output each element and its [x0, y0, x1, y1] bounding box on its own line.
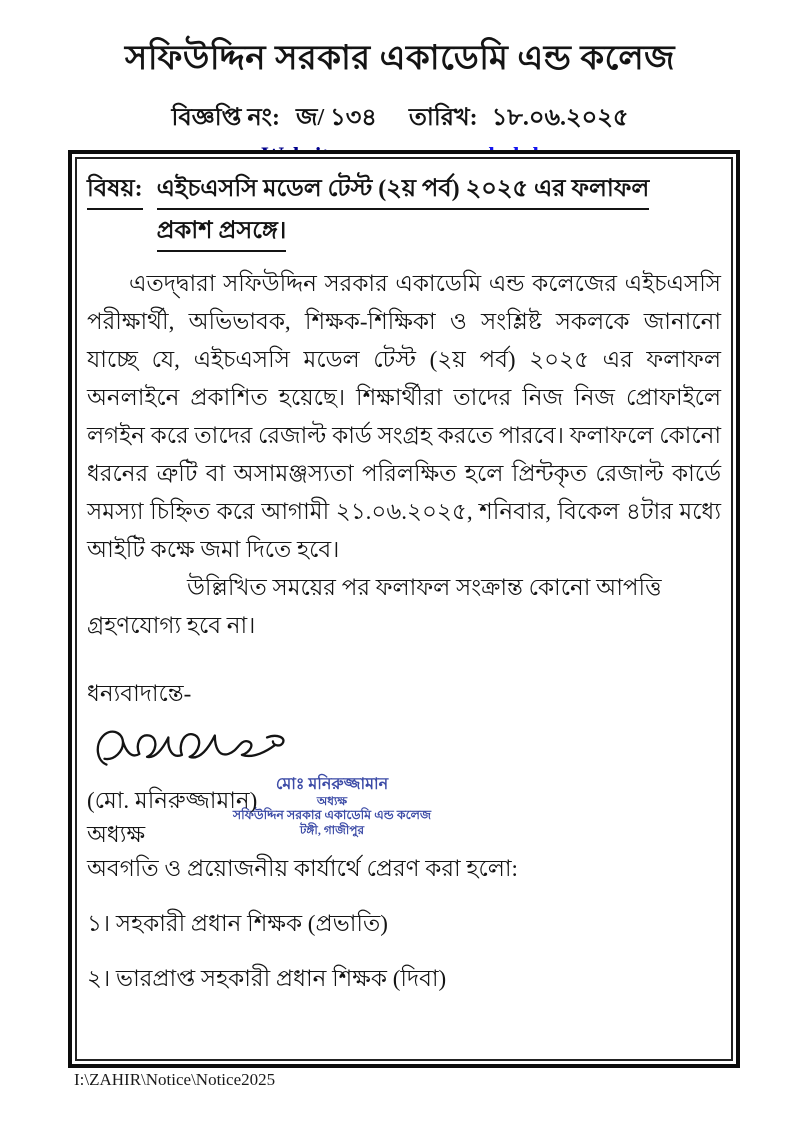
notice-date-value: ১৮.০৬.২০২৫: [491, 105, 629, 131]
distribution-heading: অবগতি ও প্রয়োজনীয় কার্যার্থে প্রেরণ করা হলো:: [87, 856, 518, 881]
signatory-name: (মো. মনিরুজ্জামান): [87, 788, 258, 813]
stamp-institution: সফিউদ্দিন সরকার একাডেমি এন্ড কলেজ: [232, 808, 432, 822]
page-title: সফিউদ্দিন সরকার একাডেমি এন্ড কলেজ: [124, 40, 676, 77]
distribution-item-1: ১। সহকারী প্রধান শিক্ষক (প্রভাতি): [87, 911, 388, 936]
subject-text-line2: প্রকাশ প্রসঙ্গে।: [157, 213, 287, 252]
body-paragraph-1: এতদ্দ্বারা সফিউদ্দিন সরকার একাডেমি এন্ড কলেজের এইচএসসি পরীক্ষার্থী, অভিভাবক, শিক্ষক-শিক্ষিকা ও সংশ্লিষ্ট সকলকে জানানো যাচ্ছে যে, এইচএসসি মডেল টেস্ট (২য় পর্ব) ২০২৫ এর ফলাফল অনলাইনে প্রকাশিত হয়েছে। শিক্ষার্থীরা তাদের নিজ নিজ প্রোফাইলে লগইন করে তাদের রেজাল্ট কার্ড সংগ্রহ করতে পারবে। ফলাফলে কোনো ধরনের ত্রুটি বা অসামঞ্জস্যতা পরিলক্ষিত হলে প্রিন্টকৃত রেজাল্ট কার্ডে সমস্যা চিহ্নিত করে আগামী ২১.০৬.২০২৫, শনিবার, বিকেল ৪টার মধ্যে আইটি কক্ষে জমা দিতে হবে।: [87, 271, 721, 562]
letterhead: [0, 0, 800, 169]
file-path: I:\ZAHIR\Notice\Notice2025: [74, 1070, 276, 1089]
subject-label: বিষয়:: [87, 171, 143, 210]
signature-block: [87, 720, 721, 848]
stamp-location: টঙ্গী, গাজীপুর: [299, 823, 365, 837]
notice-frame: [68, 150, 740, 1068]
body-paragraph-2: উল্লিখিত সময়ের পর ফলাফল সংক্রান্ত কোনো আপত্তি গ্রহণযোগ্য হবে না।: [87, 575, 662, 638]
handwritten-signature-icon: [87, 722, 302, 782]
notice-frame-inner: [75, 157, 733, 1061]
closing-salutation: ধন্যবাদান্তে-: [87, 681, 192, 706]
signatory-title: অধ্যক্ষ: [87, 822, 146, 847]
notice-meta-line: [0, 99, 800, 139]
notice-date-label: তারিখ:: [408, 105, 478, 131]
notice-number-value: জ/ ১৩৪: [295, 105, 377, 131]
stamp-designation: অধ্যক্ষ: [316, 794, 348, 808]
notice-number-label: বিজ্ঞপ্তি নং:: [171, 105, 280, 131]
stamp-name: মোঃ মনিরুজ্জামান: [275, 776, 389, 793]
subject-line: [87, 171, 721, 255]
distribution-item-2: ২। ভারপ্রাপ্ত সহকারী প্রধান শিক্ষক (দিবা): [87, 966, 447, 991]
subject-text: [157, 171, 650, 255]
subject-text-line1: এইচএসসি মডেল টেস্ট (২য় পর্ব) ২০২৫ এর ফলাফল: [157, 171, 650, 210]
